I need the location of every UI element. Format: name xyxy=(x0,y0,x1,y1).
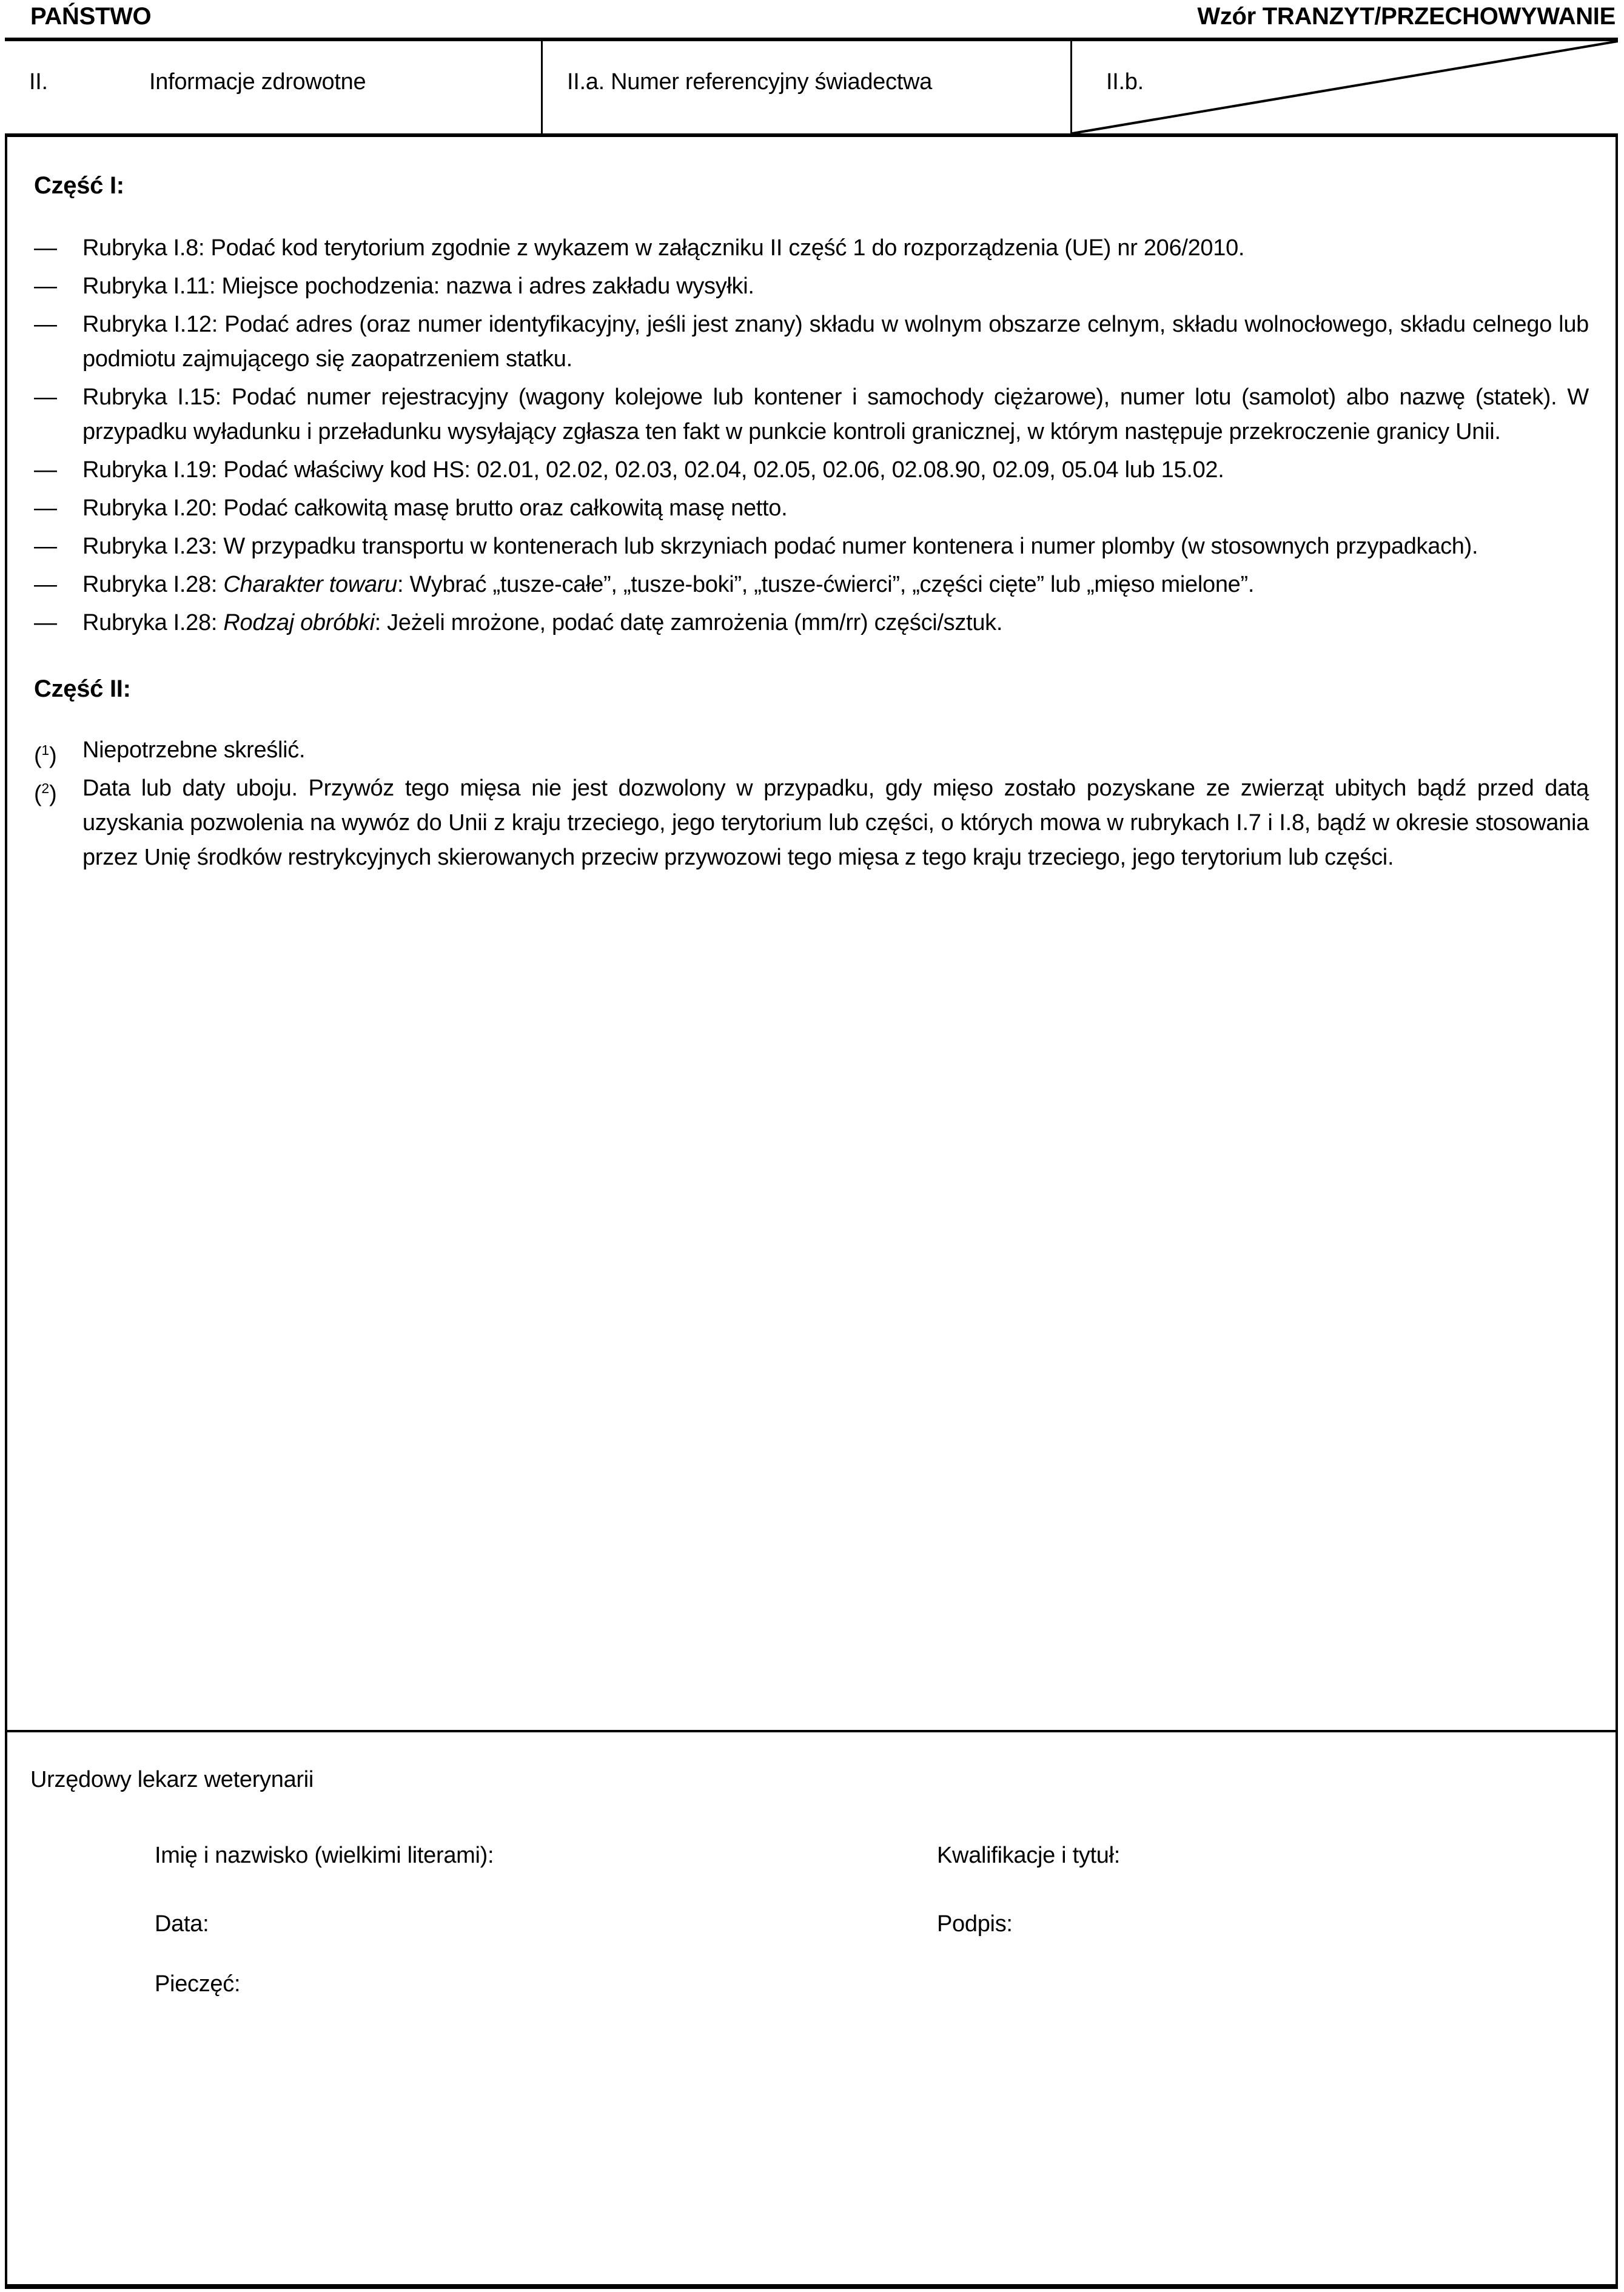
cell-iib-label: II.b. xyxy=(1106,69,1144,95)
instruction-item: — Rubryka I.15: Podać numer rejestracyjny (wagony kolejowe lub kontener i samochody ciężarowe), numer lotu (samolot) albo nazwę (statek). W przypadku wyładunku i przeładunku wysyłający zgłasza ten fakt w punkcie kontroli granicznej, w którym następuje przekroczenie granicy Unii. xyxy=(34,380,1589,449)
dash-bullet: — xyxy=(34,312,57,337)
section-divider xyxy=(7,1730,1616,1732)
vet-section-heading: Urzędowy lekarz weterynarii xyxy=(30,1767,314,1792)
dash-bullet: — xyxy=(34,534,57,559)
instruction-item: — Rubryka I.12: Podać adres (oraz numer identyfikacyjny, jeśli jest znany) składu w wolnym obszarze celnym, składu wolnocłowego, składu celnego lub podmiotu zajmującego się zaopatrzeniem statku. xyxy=(34,307,1589,377)
instruction-item: — Rubryka I.11: Miejsce pochodzenia: nazwa i adres zakładu wysyłki. xyxy=(34,269,1589,304)
cell-iia-label: II.a. Numer referencyjny świadectwa xyxy=(567,69,932,95)
qualification-field-label: Kwalifikacje i tytuł: xyxy=(937,1843,1121,1868)
cell-ii-label: Informacje zdrowotne xyxy=(149,69,366,95)
cell-certificate-reference-number xyxy=(543,41,1072,133)
part2-heading: Część II: xyxy=(34,675,131,702)
footnote-marker: ($^2$) xyxy=(34,780,57,807)
name-field-label: Imię i nazwisko (wielkimi literami): xyxy=(155,1843,494,1868)
stamp-field-label: Pieczęć: xyxy=(155,1971,241,1997)
notes-box xyxy=(5,137,1618,2289)
dash-bullet: — xyxy=(34,610,57,635)
instruction-item: — Rubryka I.20: Podać całkowitą masę brutto oraz całkowitą masę netto. xyxy=(34,491,1589,526)
instruction-item: — Rubryka I.28: Charakter towaru: Wybrać „tusze-całe”, „tusze-boki”, „tusze-ćwierci”, „części cięte” lub „mięso mielone”. xyxy=(34,568,1589,602)
model-label: Wzór TRANZYT/PRZECHOWYWANIE xyxy=(1197,3,1616,30)
part1-heading: Część I: xyxy=(34,172,124,199)
footnote-item: ($^2$) Data lub daty uboju. Przywóz tego mięsa nie jest dozwolony w przypadku, gdy mięso zostało pozyskane ze zwierząt ubitych bądź przed datą uzyskania pozwolenia na wywóz do Unii z kraju trzeciego, jego terytorium lub części, o których mowa w rubrykach I.7 i I.8, bądź w okresie stosowania przez Unię środków restrykcyjnych skierowanych przeciw przywozowi tego mięsa z tego kraju trzeciego, jego terytorium lub części. xyxy=(34,771,1589,875)
dash-bullet: — xyxy=(34,273,57,299)
cell-health-information xyxy=(5,41,543,133)
footnote-marker: ($^1$) xyxy=(34,742,57,769)
instruction-item: — Rubryka I.8: Podać kod terytorium zgodnie z wykazem w załączniku II część 1 do rozporządzenia (UE) nr 206/2010. xyxy=(34,231,1589,266)
diagonal-strike-line xyxy=(1072,41,1618,133)
dash-bullet: — xyxy=(34,235,57,261)
instruction-item: — Rubryka I.23: W przypadku transportu w kontenerach lub skrzyniach podać numer kontenera i numer plomby (w stosownych przypadkach). xyxy=(34,529,1589,564)
dash-bullet: — xyxy=(34,384,57,410)
dash-bullet: — xyxy=(34,495,57,521)
date-field-label: Data: xyxy=(155,1911,209,1937)
instruction-item: — Rubryka I.28: Rodzaj obróbki: Jeżeli mrożone, podać datę zamrożenia (mm/rr) części/sztuk. xyxy=(34,606,1589,640)
signature-field-label: Podpis: xyxy=(937,1911,1013,1937)
reference-table xyxy=(5,38,1618,137)
instruction-item: — Rubryka I.19: Podać właściwy kod HS: 02.01, 02.02, 02.03, 02.04, 02.05, 02.06, 02.08.90, 02.09, 05.04 lub 15.02. xyxy=(34,453,1589,488)
cell-ii-code: II. xyxy=(29,69,48,95)
country-label: PAŃSTWO xyxy=(30,3,152,30)
footnote-item: ($^1$) Niepotrzebne skreślić. xyxy=(34,733,1589,768)
cell-iib xyxy=(1072,41,1618,133)
page-header xyxy=(30,0,1616,33)
dash-bullet: — xyxy=(34,572,57,597)
dash-bullet: — xyxy=(34,457,57,483)
part1-list xyxy=(34,231,1589,640)
part2-footnote-list xyxy=(34,733,1589,875)
